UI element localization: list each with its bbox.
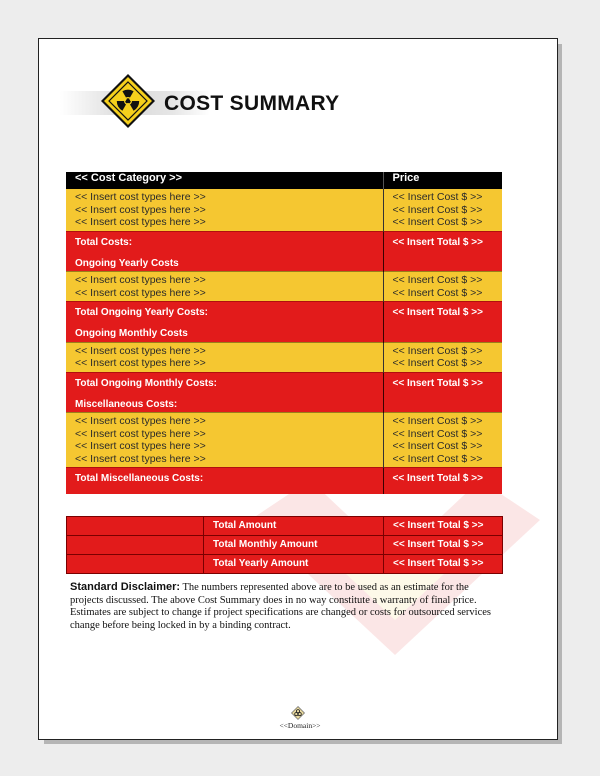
section-heading: Ongoing Yearly Costs: [75, 257, 179, 269]
grand-total-label: Total Yearly Amount: [204, 555, 384, 574]
grand-total-value: << Insert Total $ >>: [384, 555, 503, 574]
cost-value-cell: << Insert Cost $ >>: [392, 274, 483, 286]
grand-total-row: [67, 555, 503, 574]
disclaimer-paragraph: [70, 581, 502, 632]
grand-total-label: Total Amount: [204, 517, 384, 536]
cost-summary-table: [66, 172, 502, 494]
subtotal-value: << Insert Total $ >>: [392, 307, 483, 318]
cost-items-row: [66, 272, 502, 302]
grand-totals-table: [66, 516, 503, 574]
page-shadow-bottom: [44, 740, 562, 744]
disclaimer-text: The numbers represented above are to be used as an estimate for the projects discussed. The above Cost Summary does in no way constitute a warranty of final price. Estimates are subject to change if project specifications are changed or costs for outsourced services change before being locked in by a binding contract.: [70, 582, 492, 631]
subtotal-value: << Insert Total $ >>: [392, 377, 483, 389]
subtotal-row: [66, 372, 502, 413]
grand-total-row: [67, 517, 503, 536]
section-heading: Ongoing Monthly Costs: [75, 328, 188, 339]
subtotal-label: Total Costs:: [75, 236, 133, 248]
subtotal-row: [66, 231, 502, 272]
page-title: COST SUMMARY: [164, 92, 340, 115]
subtotal-value: << Insert Total $ >>: [392, 236, 483, 248]
cost-type-cell: << Insert cost types here >>: [75, 203, 206, 216]
blank-cell: [67, 555, 204, 574]
cost-value-cell: << Insert Cost $ >>: [392, 191, 483, 203]
grand-total-value: << Insert Total $ >>: [384, 517, 503, 536]
footer-domain: <<Domain>>: [279, 721, 321, 730]
cost-value-cell: << Insert Cost $ >>: [392, 216, 483, 228]
grand-total-label: Total Monthly Amount: [204, 536, 384, 555]
cost-type-cell: << Insert cost types here >>: [75, 191, 206, 203]
cost-value-cell: << Insert Cost $ >>: [392, 440, 483, 452]
subtotal-label: Total Ongoing Monthly Costs:: [75, 377, 218, 389]
cost-type-cell: << Insert cost types here >>: [75, 440, 206, 452]
category-column-header: << Cost Category >>: [66, 172, 383, 189]
price-column-header: Price: [383, 172, 502, 189]
cost-items-row: [66, 189, 502, 231]
cost-value-cell: << Insert Cost $ >>: [392, 452, 483, 465]
table-header-row: [66, 172, 502, 189]
cost-type-cell: << Insert cost types here >>: [75, 286, 206, 299]
cost-value-cell: << Insert Cost $ >>: [392, 344, 483, 357]
subtotal-value: << Insert Total $ >>: [392, 473, 483, 484]
cost-type-cell: << Insert cost types here >>: [75, 452, 206, 465]
cost-value-cell: << Insert Cost $ >>: [392, 286, 483, 299]
cost-items-row: [66, 342, 502, 372]
cost-items-row: [66, 413, 502, 468]
radiation-hazard-icon: [100, 73, 156, 129]
blank-cell: [67, 517, 204, 536]
subtotal-label: Total Ongoing Yearly Costs:: [75, 307, 208, 318]
subtotal-label: Total Miscellaneous Costs:: [75, 473, 204, 484]
cost-type-cell: << Insert cost types here >>: [75, 216, 206, 228]
disclaimer-label: Standard Disclaimer:: [70, 581, 181, 593]
cost-type-cell: << Insert cost types here >>: [75, 357, 206, 369]
cost-type-cell: << Insert cost types here >>: [75, 274, 206, 286]
blank-cell: [67, 536, 204, 555]
cost-value-cell: << Insert Cost $ >>: [392, 415, 483, 427]
section-heading: Miscellaneous Costs:: [75, 398, 178, 410]
cost-type-cell: << Insert cost types here >>: [75, 344, 206, 357]
cost-type-cell: << Insert cost types here >>: [75, 415, 206, 427]
cost-value-cell: << Insert Cost $ >>: [392, 203, 483, 216]
biohazard-icon: [291, 706, 305, 720]
grand-total-value: << Insert Total $ >>: [384, 536, 503, 555]
grand-total-row: [67, 536, 503, 555]
subtotal-row: [66, 468, 502, 495]
cost-value-cell: << Insert Cost $ >>: [392, 357, 483, 369]
page-shadow-right: [558, 44, 562, 744]
cost-type-cell: << Insert cost types here >>: [75, 427, 206, 440]
subtotal-row: [66, 302, 502, 343]
cost-value-cell: << Insert Cost $ >>: [392, 427, 483, 440]
